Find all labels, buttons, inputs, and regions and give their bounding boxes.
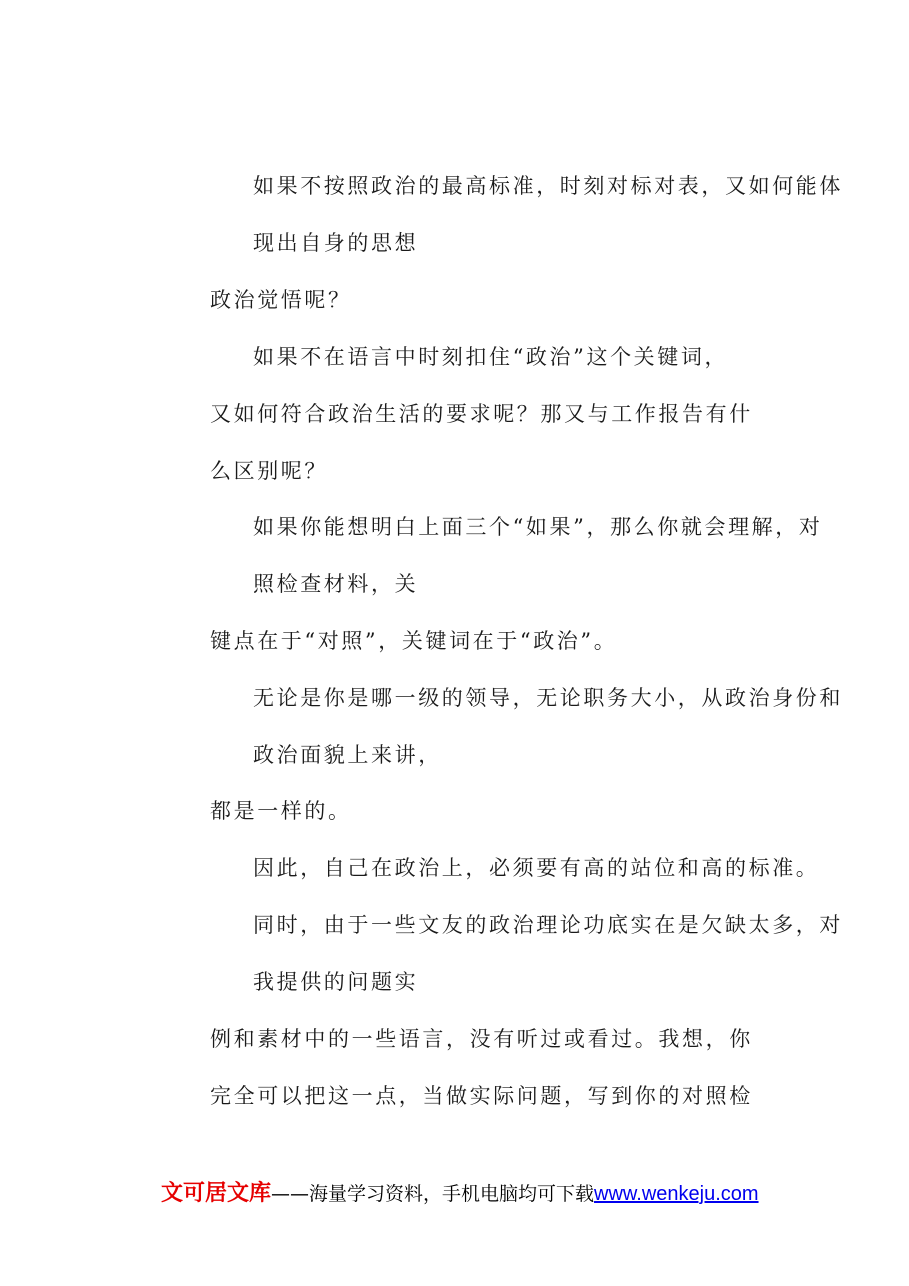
text-line: 政治面貌上来讲， — [253, 743, 442, 767]
text-line: 政治觉悟呢？ — [210, 288, 352, 312]
text-line: 因此，自己在政治上，必须要有高的站位和高的标准。 — [253, 856, 820, 880]
page-footer — [161, 1183, 759, 1205]
text-line: 同时，由于一些文友的政治理论功底实在是欠缺太多，对 — [253, 913, 843, 937]
text-line: 如果你能想明白上面三个“如果”，那么你就会理解，对 — [253, 515, 823, 539]
text-line: 都是一样的。 — [210, 799, 352, 823]
footer-tagline: ——海量学习资料，手机电脑均可下载 — [271, 1183, 595, 1205]
footer-website-link[interactable]: www.wenkeju.com — [594, 1183, 759, 1205]
text-line: 完全可以把这一点，当做实际问题，写到你的对照检 — [210, 1084, 753, 1108]
text-line: 又如何符合政治生活的要求呢？那又与工作报告有什 — [210, 402, 753, 426]
text-line: 如果不在语言中时刻扣住“政治”这个关键词， — [253, 345, 729, 369]
text-line: 我提供的问题实 — [253, 970, 419, 994]
text-line: 键点在于“对照”，关键词在于“政治”。 — [210, 629, 618, 653]
text-line: 么区别呢？ — [210, 459, 328, 483]
text-line: 现出自身的思想 — [253, 231, 419, 255]
text-line: 例和素材中的一些语言，没有听过或看过。我想，你 — [210, 1027, 753, 1051]
text-line: 无论是你是哪一级的领导，无论职务大小，从政治身份和 — [253, 686, 843, 710]
text-line: 照检查材料，关 — [253, 572, 419, 596]
footer-brand: 文可居文库 — [161, 1181, 272, 1206]
text-line: 如果不按照政治的最高标准，时刻对标对表，又如何能体 — [253, 174, 843, 198]
